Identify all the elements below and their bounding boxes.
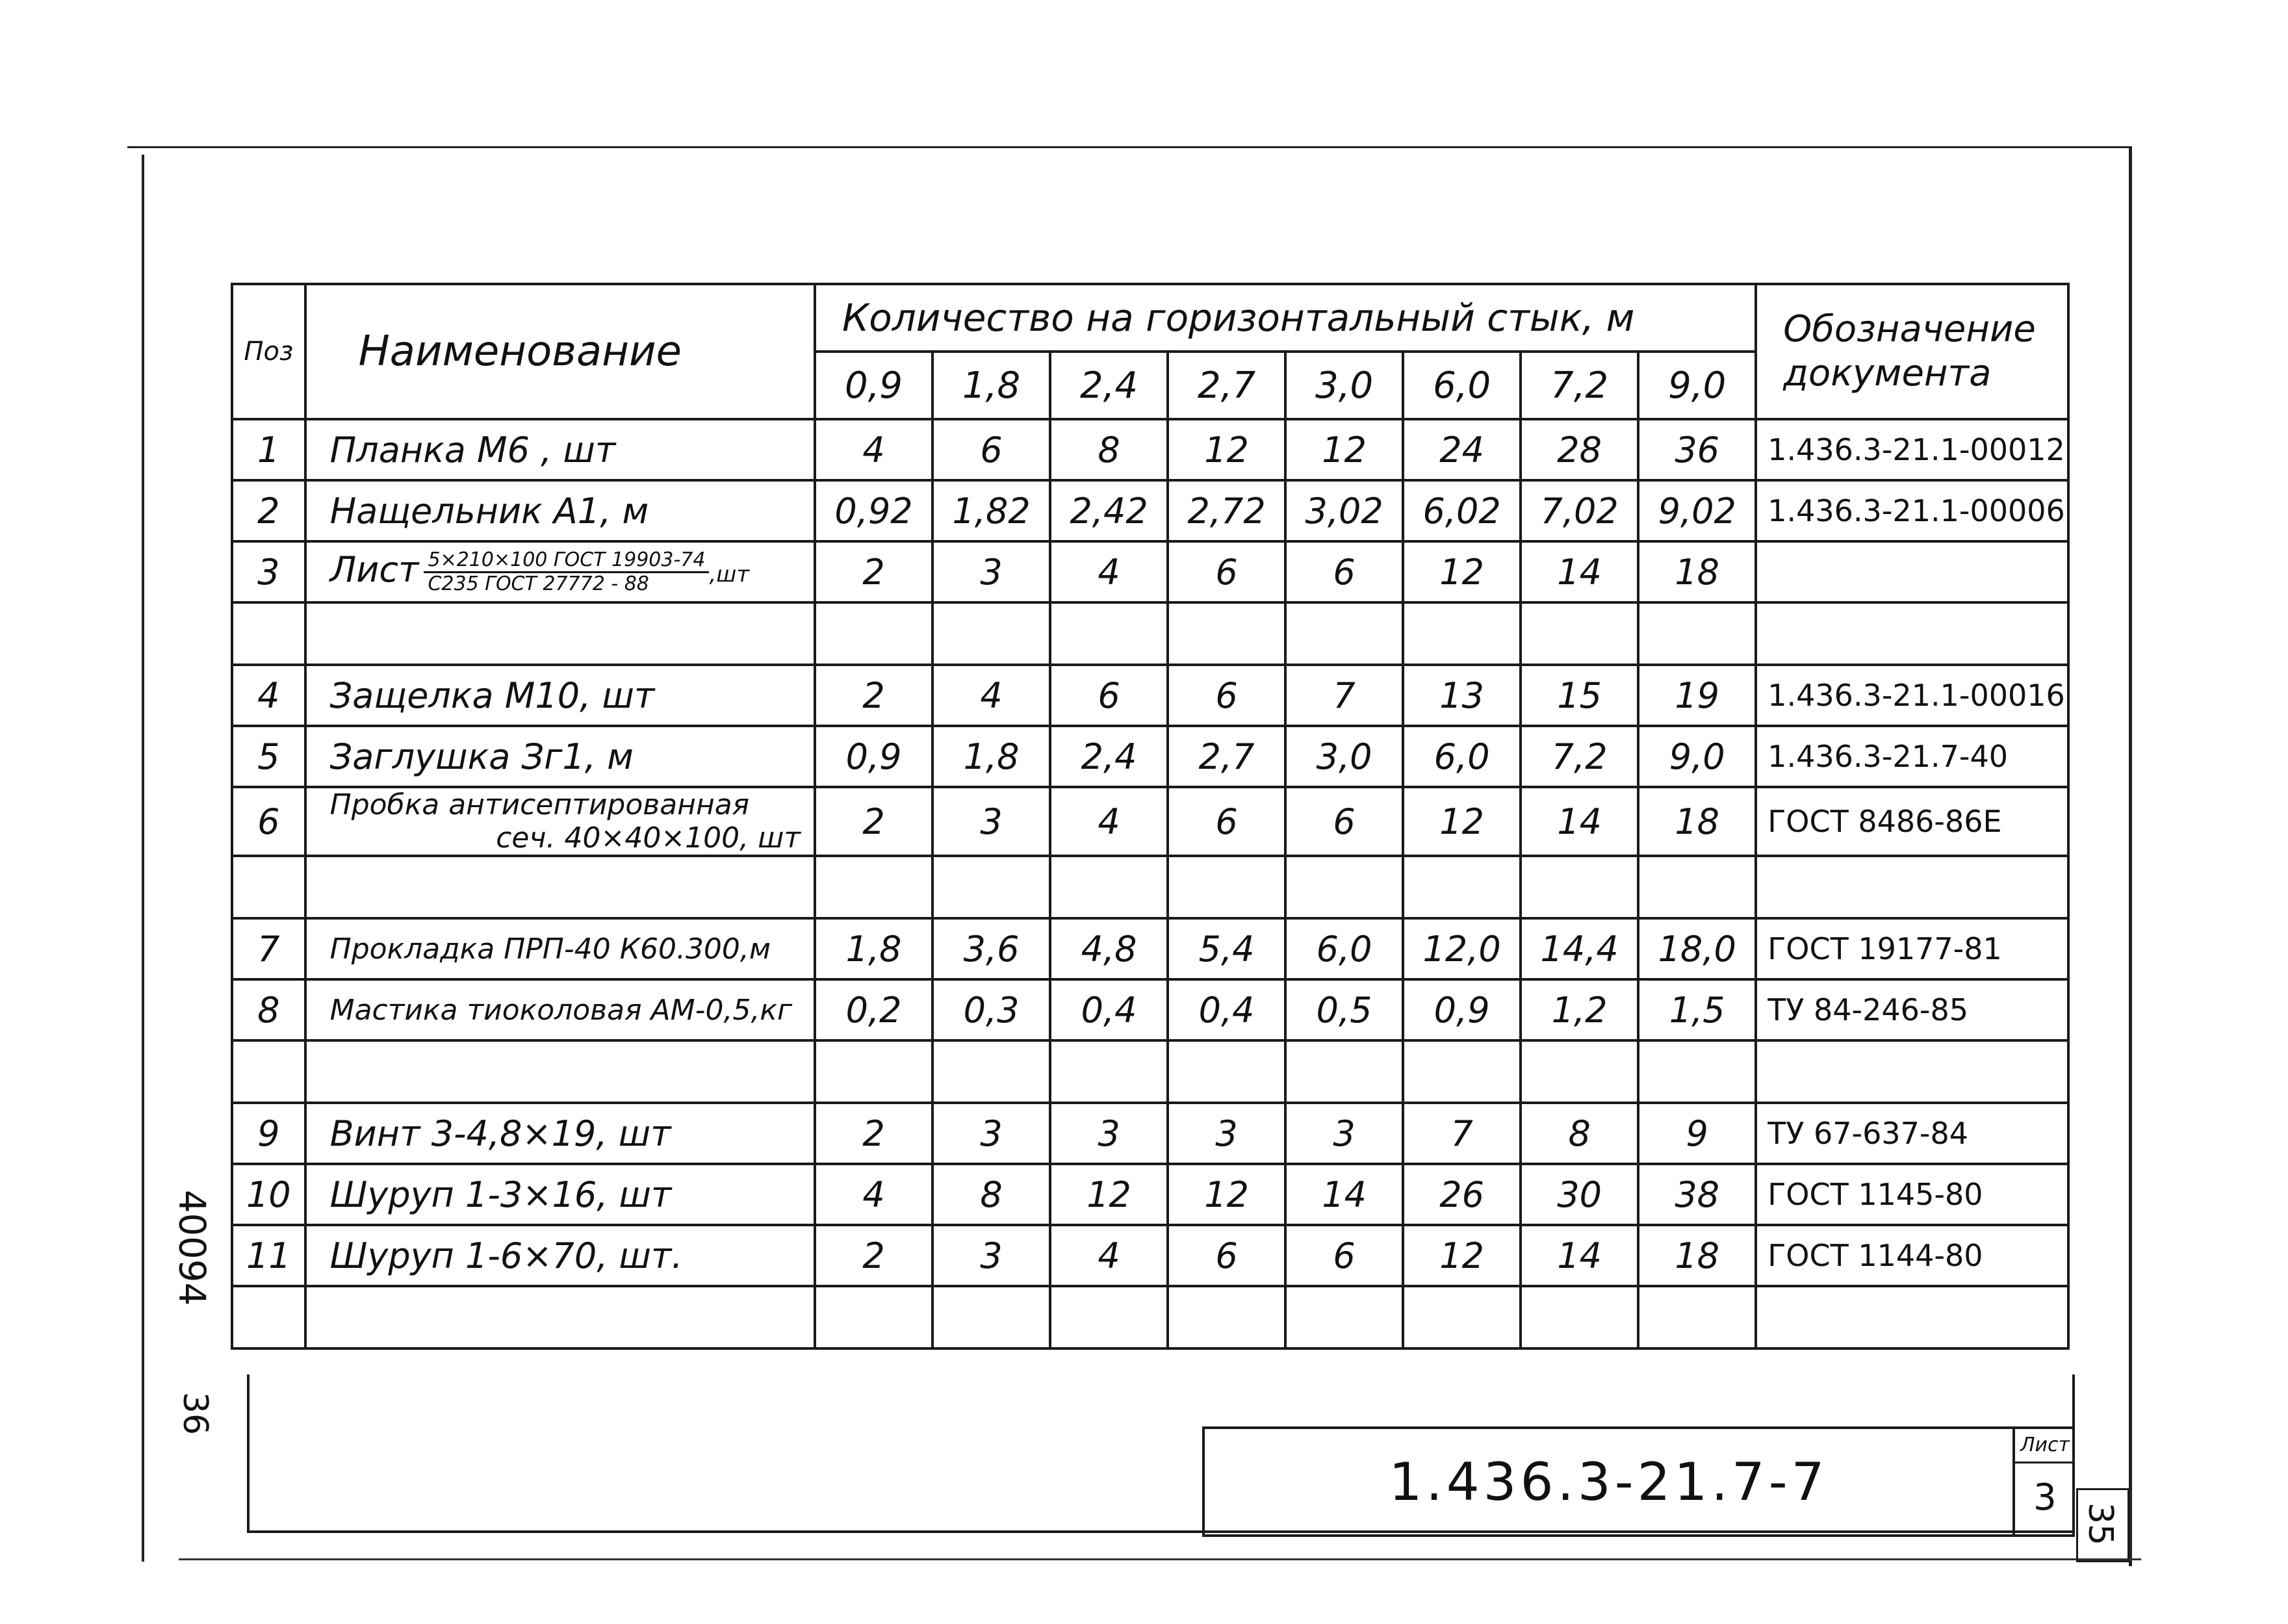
row-value: 6 bbox=[1168, 787, 1285, 856]
specification-table bbox=[231, 283, 2070, 1350]
row-name bbox=[305, 541, 815, 602]
table-row bbox=[232, 1103, 2068, 1164]
row-value: 28 bbox=[1521, 419, 1638, 480]
table-row bbox=[232, 726, 2068, 787]
row-name: Шуруп 1-6×70, шт. bbox=[305, 1225, 815, 1286]
row-value: 18 bbox=[1638, 787, 1756, 856]
length-header: 7,2 bbox=[1521, 352, 1638, 419]
table-row bbox=[232, 918, 2068, 979]
row-pos: 4 bbox=[232, 665, 305, 726]
row-value: 2,7 bbox=[1168, 726, 1285, 787]
row-value: 0,2 bbox=[815, 979, 932, 1040]
row-value: 4 bbox=[932, 665, 1050, 726]
row-name-line2: сеч. 40×40×100, шт bbox=[496, 821, 801, 855]
row-pos: 7 bbox=[232, 918, 305, 979]
length-header: 0,9 bbox=[815, 352, 932, 419]
row-value: 6 bbox=[1168, 1225, 1285, 1286]
row-value: 2 bbox=[815, 665, 932, 726]
row-value: 7 bbox=[1285, 665, 1403, 726]
row-name-prefix: Лист bbox=[329, 548, 419, 590]
row-value: 3 bbox=[1050, 1103, 1168, 1164]
row-value: 14,4 bbox=[1521, 918, 1638, 979]
row-document: ТУ 84-246-85 bbox=[1756, 979, 2068, 1040]
row-document: ГОСТ 1145-80 bbox=[1756, 1164, 2068, 1225]
row-value: 8 bbox=[1050, 419, 1168, 480]
sheet-number: 3 bbox=[2033, 1476, 2057, 1519]
empty-row bbox=[232, 1040, 2068, 1103]
row-value: 6,0 bbox=[1285, 918, 1403, 979]
row-document bbox=[1756, 541, 2068, 602]
row-document: ТУ 67-637-84 bbox=[1756, 1103, 2068, 1164]
row-name: Мастика тиоколовая АМ-0,5,кг bbox=[305, 979, 815, 1040]
row-value: 12 bbox=[1168, 419, 1285, 480]
side-page-marker: 36 bbox=[175, 1391, 214, 1436]
frame-right-line bbox=[2129, 146, 2132, 1566]
row-value: 5,4 bbox=[1168, 918, 1285, 979]
row-value: 3 bbox=[932, 1225, 1050, 1286]
row-value: 7 bbox=[1403, 1103, 1521, 1164]
empty-row bbox=[232, 1286, 2068, 1348]
row-document: ГОСТ 8486-86Е bbox=[1756, 787, 2068, 856]
row-document: ГОСТ 19177-81 bbox=[1756, 918, 2068, 979]
row-value: 2 bbox=[815, 541, 932, 602]
row-value: 7,02 bbox=[1521, 480, 1638, 541]
row-value: 1,5 bbox=[1638, 979, 1756, 1040]
row-value: 6 bbox=[1285, 541, 1403, 602]
row-value: 1,8 bbox=[815, 918, 932, 979]
row-value: 15 bbox=[1521, 665, 1638, 726]
row-value: 38 bbox=[1638, 1164, 1756, 1225]
table-row bbox=[232, 1225, 2068, 1286]
length-header: 3,0 bbox=[1285, 352, 1403, 419]
row-document: 1.436.3-21.1-00016 bbox=[1756, 665, 2068, 726]
row-value: 12 bbox=[1168, 1164, 1285, 1225]
row-value: 0,4 bbox=[1168, 979, 1285, 1040]
document-header-line2: документа bbox=[1783, 352, 1992, 394]
row-value: 4,8 bbox=[1050, 918, 1168, 979]
row-pos: 9 bbox=[232, 1103, 305, 1164]
row-value: 6 bbox=[1285, 1225, 1403, 1286]
row-value: 14 bbox=[1285, 1164, 1403, 1225]
row-name: Нащельник А1, м bbox=[305, 480, 815, 541]
row-value: 36 bbox=[1638, 419, 1756, 480]
row-document: 1.436.3-21.1-00012 bbox=[1756, 419, 2068, 480]
document-header-line1: Обозначение bbox=[1783, 308, 2036, 350]
row-value: 6 bbox=[1168, 665, 1285, 726]
document-code: 1.436.3-21.7-7 bbox=[1389, 1451, 1829, 1512]
row-value: 6,02 bbox=[1403, 480, 1521, 541]
row-value: 4 bbox=[1050, 787, 1168, 856]
length-header: 9,0 bbox=[1638, 352, 1756, 419]
row-value: 0,3 bbox=[932, 979, 1050, 1040]
row-value: 9,02 bbox=[1638, 480, 1756, 541]
row-name-line1: Пробка антисептированная bbox=[329, 788, 750, 821]
row-value: 0,5 bbox=[1285, 979, 1403, 1040]
row-value: 4 bbox=[1050, 1225, 1168, 1286]
row-value: 18 bbox=[1638, 1225, 1756, 1286]
table-row bbox=[232, 541, 2068, 602]
sheet-label: Лист bbox=[2015, 1429, 2075, 1463]
title-block bbox=[1202, 1426, 2075, 1537]
row-value: 0,92 bbox=[815, 480, 932, 541]
row-pos: 11 bbox=[232, 1225, 305, 1286]
row-name-suffix: ,шт bbox=[709, 561, 750, 587]
row-value: 6 bbox=[932, 419, 1050, 480]
row-value: 3 bbox=[1168, 1103, 1285, 1164]
row-value: 7,2 bbox=[1521, 726, 1638, 787]
row-value: 30 bbox=[1521, 1164, 1638, 1225]
row-value: 6 bbox=[1168, 541, 1285, 602]
frame-left-line bbox=[142, 155, 144, 1562]
table-row bbox=[232, 979, 2068, 1040]
table-row bbox=[232, 665, 2068, 726]
document-header bbox=[1756, 284, 2068, 419]
row-value: 3 bbox=[932, 787, 1050, 856]
row-document: 1.436.3-21.1-00006 bbox=[1756, 480, 2068, 541]
row-value: 8 bbox=[932, 1164, 1050, 1225]
row-name: Планка М6 , шт bbox=[305, 419, 815, 480]
row-value: 24 bbox=[1403, 419, 1521, 480]
row-value: 12 bbox=[1050, 1164, 1168, 1225]
row-value: 9,0 bbox=[1638, 726, 1756, 787]
row-document: 1.436.3-21.7-40 bbox=[1756, 726, 2068, 787]
frame-top-line bbox=[127, 146, 2129, 148]
row-value: 0,4 bbox=[1050, 979, 1168, 1040]
table-row bbox=[232, 787, 2068, 856]
row-value: 14 bbox=[1521, 787, 1638, 856]
row-value: 1,8 bbox=[932, 726, 1050, 787]
row-value: 4 bbox=[815, 1164, 932, 1225]
row-pos: 2 bbox=[232, 480, 305, 541]
row-value: 4 bbox=[1050, 541, 1168, 602]
frame-bottom-line bbox=[179, 1558, 2141, 1560]
row-value: 2 bbox=[815, 1225, 932, 1286]
row-pos: 3 bbox=[232, 541, 305, 602]
row-name: Винт 3-4,8×19, шт bbox=[305, 1103, 815, 1164]
length-header: 6,0 bbox=[1403, 352, 1521, 419]
row-value: 0,9 bbox=[1403, 979, 1521, 1040]
row-pos: 1 bbox=[232, 419, 305, 480]
row-value: 2 bbox=[815, 787, 932, 856]
row-value: 3,02 bbox=[1285, 480, 1403, 541]
row-value: 2,4 bbox=[1050, 726, 1168, 787]
row-value: 12 bbox=[1403, 787, 1521, 856]
row-value: 2,42 bbox=[1050, 480, 1168, 541]
name-header: Наименование bbox=[305, 284, 815, 419]
table-row bbox=[232, 480, 2068, 541]
row-value: 3 bbox=[932, 1103, 1050, 1164]
row-value: 12 bbox=[1285, 419, 1403, 480]
row-pos: 6 bbox=[232, 787, 305, 856]
row-value: 19 bbox=[1638, 665, 1756, 726]
row-pos: 10 bbox=[232, 1164, 305, 1225]
row-value: 2 bbox=[815, 1103, 932, 1164]
row-value: 3 bbox=[932, 541, 1050, 602]
row-value: 14 bbox=[1521, 541, 1638, 602]
row-value: 1,82 bbox=[932, 480, 1050, 541]
row-value: 8 bbox=[1521, 1103, 1638, 1164]
fraction-denominator: С235 ГОСТ 27772 - 88 bbox=[428, 572, 649, 595]
length-header: 2,4 bbox=[1050, 352, 1168, 419]
row-value: 18,0 bbox=[1638, 918, 1756, 979]
sheet-cell bbox=[2012, 1429, 2075, 1534]
row-value: 0,9 bbox=[815, 726, 932, 787]
row-name: Заглушка Зг1, м bbox=[305, 726, 815, 787]
page-number: 35 bbox=[2081, 1502, 2120, 1546]
row-value: 6 bbox=[1050, 665, 1168, 726]
row-value: 4 bbox=[815, 419, 932, 480]
side-registration-number: 40094 bbox=[170, 1189, 213, 1306]
length-header: 1,8 bbox=[932, 352, 1050, 419]
row-pos: 8 bbox=[232, 979, 305, 1040]
row-value: 3,0 bbox=[1285, 726, 1403, 787]
row-value: 18 bbox=[1638, 541, 1756, 602]
length-header: 2,7 bbox=[1168, 352, 1285, 419]
sheet-fraction bbox=[424, 549, 709, 595]
quantity-header: Количество на горизонтальный стык, м bbox=[815, 284, 1756, 352]
row-value: 12,0 bbox=[1403, 918, 1521, 979]
row-value: 2,72 bbox=[1168, 480, 1285, 541]
row-value: 13 bbox=[1403, 665, 1521, 726]
row-value: 26 bbox=[1403, 1164, 1521, 1225]
row-value: 1,2 bbox=[1521, 979, 1638, 1040]
pos-header: Поз bbox=[232, 284, 305, 419]
row-value: 14 bbox=[1521, 1225, 1638, 1286]
row-name: Защелка М10, шт bbox=[305, 665, 815, 726]
row-name: Прокладка ПРП-40 К60.300,м bbox=[305, 918, 815, 979]
table-row bbox=[232, 1164, 2068, 1225]
table-header bbox=[232, 284, 2068, 419]
fraction-numerator: 5×210×100 ГОСТ 19903-74 bbox=[424, 549, 709, 573]
row-value: 12 bbox=[1403, 1225, 1521, 1286]
row-value: 6 bbox=[1285, 787, 1403, 856]
row-name bbox=[305, 787, 815, 856]
row-value: 3,6 bbox=[932, 918, 1050, 979]
table-row bbox=[232, 419, 2068, 480]
empty-row bbox=[232, 856, 2068, 918]
row-name: Шуруп 1-3×16, шт bbox=[305, 1164, 815, 1225]
row-value: 9 bbox=[1638, 1103, 1756, 1164]
row-pos: 5 bbox=[232, 726, 305, 787]
row-value: 6,0 bbox=[1403, 726, 1521, 787]
row-value: 12 bbox=[1403, 541, 1521, 602]
row-value: 3 bbox=[1285, 1103, 1403, 1164]
empty-row bbox=[232, 602, 2068, 665]
row-document: ГОСТ 1144-80 bbox=[1756, 1225, 2068, 1286]
